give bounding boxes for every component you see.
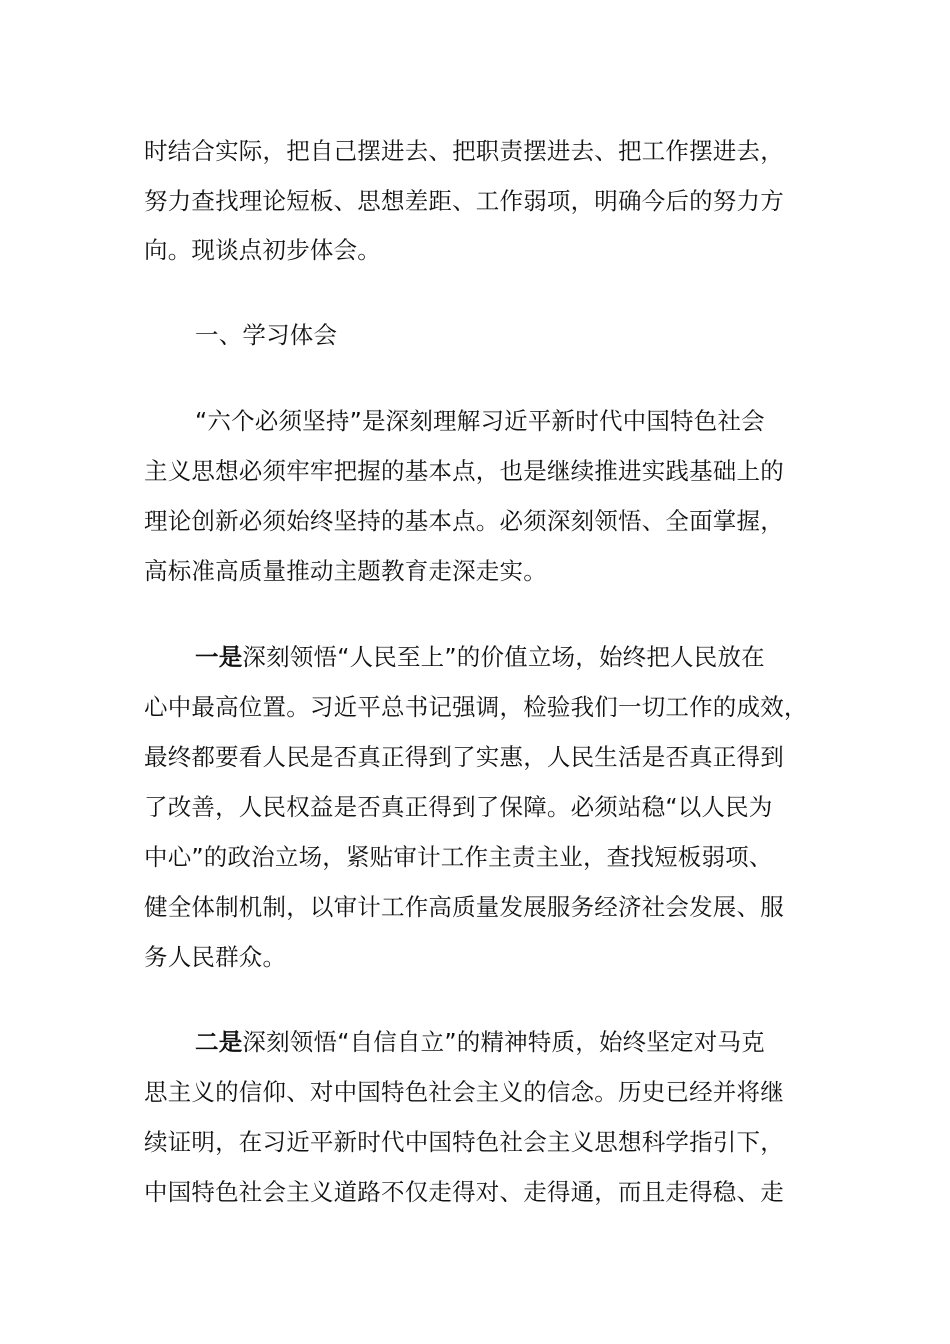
paragraph1-line-4: 高标准高质量推动主题教育走深走实。 <box>144 557 547 585</box>
point1-lead: 一是 <box>195 643 243 671</box>
point1-line-7: 务人民群众。 <box>144 943 287 971</box>
intro-line-3: 向。现谈点初步体会。 <box>144 236 381 264</box>
paragraph1-line-3: 理论创新必须始终坚持的基本点。必须深刻领悟、全面掌握， <box>144 507 784 535</box>
point2-line-2: 思主义的信仰、对中国特色社会主义的信念。历史已经并将继 <box>144 1078 784 1106</box>
point1-line-5: 中心”的政治立场，紧贴审计工作主责主业，查找短板弱项、 <box>144 843 773 871</box>
point1-line-4: 了改善，人民权益是否真正得到了保障。必须站稳“以人民为 <box>144 793 773 821</box>
intro-line-1: 时结合实际，把自己摆进去、把职责摆进去、把工作摆进去， <box>144 137 784 165</box>
paragraph1-line-2: 主义思想必须牢牢把握的基本点，也是继续推进实践基础上的 <box>144 457 784 485</box>
paragraph1-line-1: “六个必须坚持”是深刻理解习近平新时代中国特色社会 <box>195 407 765 435</box>
point1-line-3: 最终都要看人民是否真正得到了实惠，人民生活是否真正得到 <box>144 743 784 771</box>
point1-line-6: 健全体制机制，以审计工作高质量发展服务经济社会发展、服 <box>144 893 784 921</box>
point2-first-line-text: 深刻领悟“自信自立”的精神特质，始终坚定对马克 <box>242 1028 765 1056</box>
point2-lead: 二是 <box>195 1028 243 1056</box>
point2-line-3: 续证明，在习近平新时代中国特色社会主义思想科学指引下， <box>144 1128 784 1156</box>
point1-first-line-text: 深刻领悟“人民至上”的价值立场，始终把人民放在 <box>242 643 765 671</box>
section-heading: 一、学习体会 <box>195 321 338 349</box>
intro-line-2: 努力查找理论短板、思想差距、工作弱项，明确今后的努力方 <box>144 187 784 215</box>
point1-line-2: 心中最高位置。习近平总书记强调，检验我们一切工作的成效， <box>144 693 808 721</box>
point2-first-line <box>195 1027 765 1057</box>
point1-first-line <box>195 642 765 672</box>
point2-line-4: 中国特色社会主义道路不仅走得对、走得通，而且走得稳、走 <box>144 1178 784 1206</box>
